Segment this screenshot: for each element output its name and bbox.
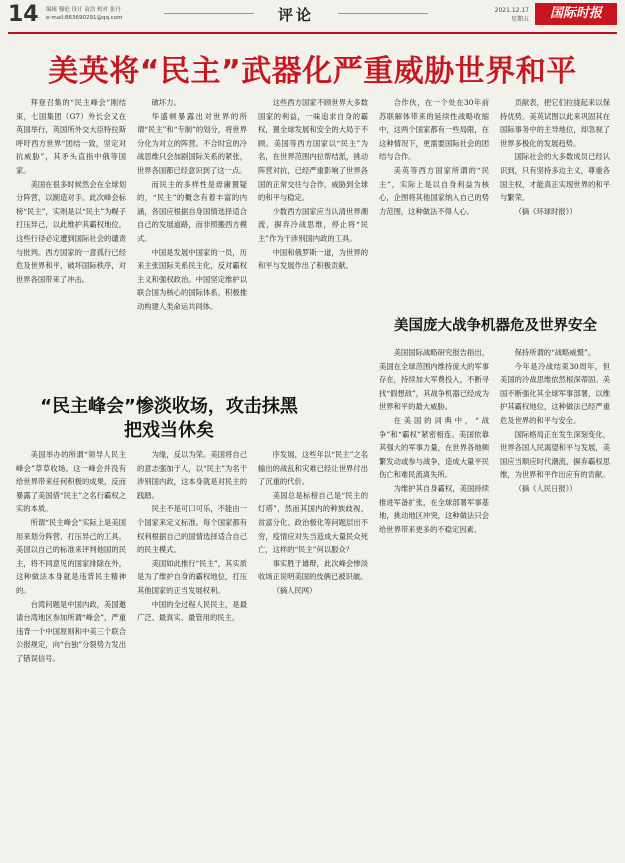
header-rule xyxy=(8,32,617,34)
issue-date-value: 2021.12.17 xyxy=(494,7,529,14)
paragraph: 事实胜于雄辩，此次峰会惨淡收场正说明美国的伎俩已被识破。 xyxy=(258,558,368,582)
paragraph: 美英等西方国家所谓的“民主”，实际上是以自身利益为核心，企图将其他国家纳入自己的势力范围，这种做法不得人心。 xyxy=(379,165,489,216)
paragraph: （摘《环球时报》） xyxy=(514,206,577,216)
page-number: 14 xyxy=(8,2,39,27)
sub-article-1-column-3 xyxy=(258,448,368,856)
paragraph: 破坏力。 xyxy=(151,98,181,107)
paragraph: 而民主的多样性是毋庸置疑的，“民主”的概念有着丰富的内涵，各国应根据自身国情选择适合自己的发展道路，而非照搬西方模式。 xyxy=(137,179,247,243)
paragraph: 美国国际战略研究报告指出，美国在全球范围内维持庞大的军事存在，持续加大军费投入，不断寻找“假想敌”，其战争机器已经成为世界和平的最大威胁。 xyxy=(379,348,489,412)
article-column-1 xyxy=(16,96,126,378)
paragraph: 为维护其自身霸权，美国持续推进军备扩张，在全球部署军事基地，挑动地区冲突，这种做法只会给世界带来更多的不稳定因素。 xyxy=(379,483,489,534)
paragraph: 美国总是标榜自己是“民主的灯塔”，然而其国内的种族歧视、贫富分化、政治极化等问题层出不穷，疫情应对失当造成大量民众死亡，这样的“民主”何以服众？ xyxy=(258,490,368,555)
paragraph: 所谓“民主峰会”实际上是美国用来划分阵营、打压异己的工具。美国以自己的标准来评判他国的民主，将不同意见的国家排除在外，这种做法本身就是违背民主精神的。 xyxy=(16,517,126,595)
paragraph: 美国举办的所谓“领导人民主峰会”草草收场。这一峰会并没有给世界带来任何积极的成果，反而暴露了美国借“民主”之名行霸权之实的本质。 xyxy=(16,450,126,514)
paragraph: 为缘，反以为荣。美国将自己的意志强加于人，以“民主”为名干涉别国内政，这本身就是对民主的践踏。 xyxy=(137,450,247,500)
editors-credit xyxy=(46,6,122,22)
article-column-2 xyxy=(137,96,247,378)
paragraph: 序发展，这些年以“民主”之名输出的战乱和灾难已经让世界付出了沉重的代价。 xyxy=(258,450,368,487)
paragraph: 拜登召集的“民主峰会”刚结束，七国集团（G7）外长会又在英国举行，英国所外交大臣特拉斯呼吁西方世界“团结一致，坚定对抗威胁”，其矛头直指中俄等国家。 xyxy=(16,98,126,175)
paragraph: （摘《人民日报》） xyxy=(514,483,577,493)
sub-headline-1: “民主峰会”惨淡收场，攻击抹黑把戏当休矣 xyxy=(40,396,298,441)
paragraph: 中国的全过程人民民主，是最广泛、最真实、最管用的民主。 xyxy=(137,599,247,623)
article-column-5 xyxy=(500,96,610,302)
main-headline: 美英将“民主”武器化严重威胁世界和平 xyxy=(48,54,577,89)
paragraph: 在美国的词典中，“战争”和“霸权”紧密相连。美国依靠其强大的军事力量，在世界各地频繁发动或参与战争，造成大量平民伤亡和难民流离失所。 xyxy=(379,415,489,480)
paragraph: 这些西方国家不顾世界大多数国家的利益，一味追求自身的霸权，置全球发展和安全的大局于不顾。美国等西方国家以“民主”为名，在世界范围内拉帮结派，挑动阵营对抗，已经严重影响了世界各国的正常交往与合作，威胁到全球的和平与稳定。 xyxy=(258,98,368,203)
editors-line: 编辑 穆伦 设计 袁浩 校对 张丹 xyxy=(46,7,121,13)
page-header xyxy=(8,0,617,36)
sub-article-1-column-1 xyxy=(16,448,126,856)
paragraph: 民主不是可口可乐，不能由一个国家来定义标准。每个国家都有权利根据自己的国情选择适合自己的民主模式。 xyxy=(137,504,247,555)
article-column-4 xyxy=(379,96,489,302)
paragraph: 美国如此推行“民主”，其实质是为了维护自身的霸权地位，打压其他国家的正当发展权利。 xyxy=(137,558,247,595)
sub-article-2-column-1 xyxy=(379,346,489,856)
sub-article-1-column-2 xyxy=(137,448,247,856)
issue-date xyxy=(495,6,529,24)
paragraph: 美国在很多时候然会在全球划分阵营，以制造对手。此次峰会标榜“民主”，实则是以“民主”为幌子打压异己，以此维护其霸权地位，这些行径必定遭到国际社会的谴责与批判。西方国家的一意孤行已经危及世界和平，破坏国际秩序，对世界各国带来了冲击。 xyxy=(16,179,126,284)
section-title: 评论 xyxy=(278,6,315,24)
paragraph: 贡献表，把它们拉拢起来以保持优势。美英试图以此来巩固其在国际事务中的主导地位，却忽视了世界多极化的发展趋势。 xyxy=(500,98,610,148)
issue-weekday: 星期五 xyxy=(510,16,529,23)
paragraph: 中国和俄罗斯一道，为世界的和平与发展作出了积极贡献。 xyxy=(258,247,368,271)
paragraph: 中国是发展中国家的一员，历来主张国际关系民主化，反对霸权主义和强权政治。中国坚定维护以联合国为核心的国际体系，积极推动构建人类命运共同体。 xyxy=(137,247,247,311)
paragraph: 今年是冷战结束30周年，但美国的冷战思维依然根深蒂固。美国不断强化其全球军事部署，以维护其霸权地位，这种做法已经严重危及世界的和平与安全。 xyxy=(500,361,610,425)
paragraph: 国际社会的大多数成员已经认识到，只有坚持多边主义，尊重各国主权，才能真正实现世界的和平与繁荣。 xyxy=(500,152,610,203)
paragraph: （摘人民网） xyxy=(272,585,317,595)
sub-article-2-column-2 xyxy=(500,346,610,856)
editors-email: e-mail:863690291@qq.com xyxy=(46,15,123,21)
paragraph: 少数西方国家应当认清世界潮流，摒弃冷战思维，停止将“民主”作为干涉别国内政的工具。 xyxy=(258,206,368,243)
paragraph: 国际格局正在发生深刻变化，世界各国人民渴望和平与发展，美国应当顺应时代潮流，摒弃霸权思维，为世界和平作出应有的贡献。 xyxy=(500,429,610,480)
paragraph: 保持所谓的“战略威慑”。 xyxy=(514,348,596,357)
newspaper-logo: 国际时报 xyxy=(535,3,617,25)
paragraph: 台湾问题是中国内政，美国邀请台湾地区参加所谓“峰会”，严重违背一个中国原则和中美三个联合公报规定，向“台独”分裂势力发出了错误信号。 xyxy=(16,599,126,663)
paragraph: 华盛顿暴露出对世界的所谓“民主”和“专制”的划分，将世界分化为对立的阵营。不合时宜的冷战思维只会加剧国际关系的紧张，世界各国都已经意识到了这一点。 xyxy=(137,111,247,175)
paragraph: 合作伙，在一个处在30年前苏联解体带来的延续性战略收缩中，这两个国家都有一些局限，在这种情况下，更需要国际社会的团结与合作。 xyxy=(379,98,489,162)
sub-headline-2: 美国庞大战争机器危及世界安全 xyxy=(394,318,597,334)
article-column-3 xyxy=(258,96,368,378)
